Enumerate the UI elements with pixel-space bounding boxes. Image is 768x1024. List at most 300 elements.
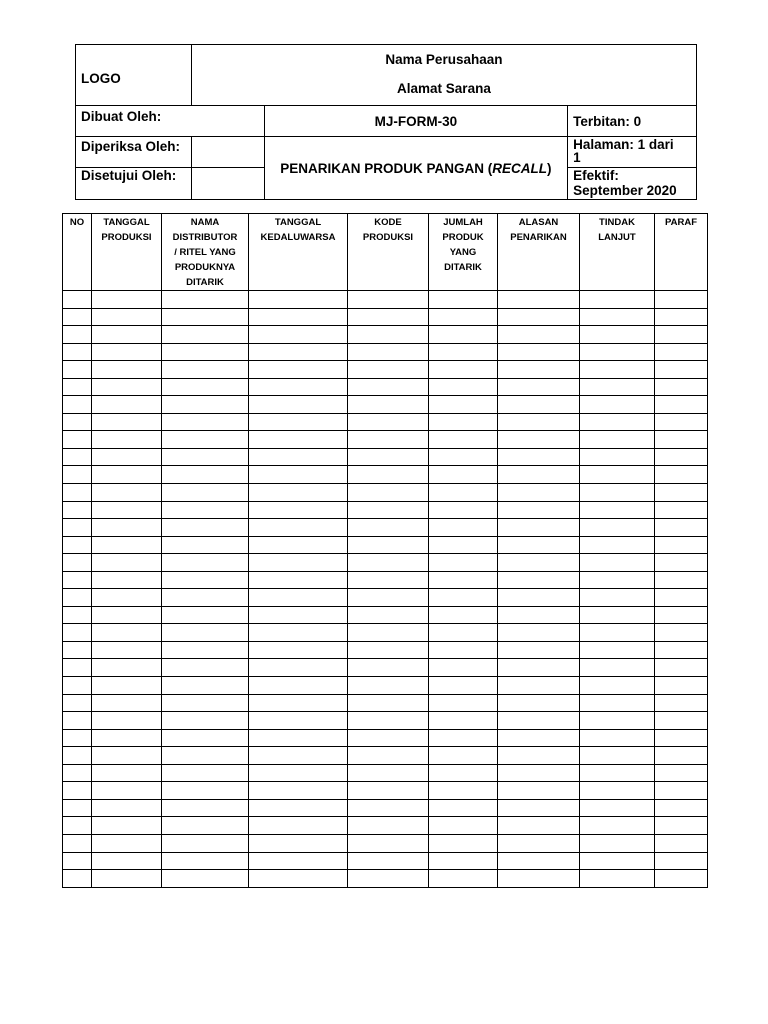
table-cell[interactable] xyxy=(249,431,348,449)
table-cell[interactable] xyxy=(655,378,708,396)
table-cell[interactable] xyxy=(92,554,162,572)
table-cell[interactable] xyxy=(63,396,92,414)
table-cell[interactable] xyxy=(348,764,429,782)
table-cell[interactable] xyxy=(655,817,708,835)
table-cell[interactable] xyxy=(63,834,92,852)
table-cell[interactable] xyxy=(92,799,162,817)
table-cell[interactable] xyxy=(348,484,429,502)
table-cell[interactable] xyxy=(92,396,162,414)
table-cell[interactable] xyxy=(498,536,580,554)
table-cell[interactable] xyxy=(63,694,92,712)
table-cell[interactable] xyxy=(655,747,708,765)
table-cell[interactable] xyxy=(162,817,249,835)
table-cell[interactable] xyxy=(63,466,92,484)
table-cell[interactable] xyxy=(429,466,498,484)
table-cell[interactable] xyxy=(348,782,429,800)
table-cell[interactable] xyxy=(249,448,348,466)
table-cell[interactable] xyxy=(348,431,429,449)
table-cell[interactable] xyxy=(498,870,580,888)
table-cell[interactable] xyxy=(498,431,580,449)
table-cell[interactable] xyxy=(429,659,498,677)
table-cell[interactable] xyxy=(580,326,655,344)
table-cell[interactable] xyxy=(63,448,92,466)
table-cell[interactable] xyxy=(580,501,655,519)
table-cell[interactable] xyxy=(348,343,429,361)
table-cell[interactable] xyxy=(498,729,580,747)
table-cell[interactable] xyxy=(498,396,580,414)
table-cell[interactable] xyxy=(429,641,498,659)
table-cell[interactable] xyxy=(498,291,580,309)
table-cell[interactable] xyxy=(429,378,498,396)
table-cell[interactable] xyxy=(429,624,498,642)
table-cell[interactable] xyxy=(249,571,348,589)
table-cell[interactable] xyxy=(348,291,429,309)
table-cell[interactable] xyxy=(498,343,580,361)
table-cell[interactable] xyxy=(162,519,249,537)
table-cell[interactable] xyxy=(249,343,348,361)
table-cell[interactable] xyxy=(63,852,92,870)
table-cell[interactable] xyxy=(348,624,429,642)
table-cell[interactable] xyxy=(429,677,498,695)
table-cell[interactable] xyxy=(92,870,162,888)
table-cell[interactable] xyxy=(498,694,580,712)
table-cell[interactable] xyxy=(348,729,429,747)
table-cell[interactable] xyxy=(498,589,580,607)
table-cell[interactable] xyxy=(92,448,162,466)
table-cell[interactable] xyxy=(655,448,708,466)
table-cell[interactable] xyxy=(498,834,580,852)
table-cell[interactable] xyxy=(498,747,580,765)
table-cell[interactable] xyxy=(429,782,498,800)
table-cell[interactable] xyxy=(498,326,580,344)
table-cell[interactable] xyxy=(63,413,92,431)
table-cell[interactable] xyxy=(249,361,348,379)
table-cell[interactable] xyxy=(655,484,708,502)
table-cell[interactable] xyxy=(655,466,708,484)
table-cell[interactable] xyxy=(249,413,348,431)
table-cell[interactable] xyxy=(249,466,348,484)
table-cell[interactable] xyxy=(92,291,162,309)
table-cell[interactable] xyxy=(249,799,348,817)
table-cell[interactable] xyxy=(249,870,348,888)
table-cell[interactable] xyxy=(348,396,429,414)
table-cell[interactable] xyxy=(348,641,429,659)
table-cell[interactable] xyxy=(63,641,92,659)
table-cell[interactable] xyxy=(655,799,708,817)
table-cell[interactable] xyxy=(580,484,655,502)
table-cell[interactable] xyxy=(655,501,708,519)
table-cell[interactable] xyxy=(92,466,162,484)
table-cell[interactable] xyxy=(348,694,429,712)
table-cell[interactable] xyxy=(249,817,348,835)
table-cell[interactable] xyxy=(580,677,655,695)
table-cell[interactable] xyxy=(348,817,429,835)
table-cell[interactable] xyxy=(63,378,92,396)
table-cell[interactable] xyxy=(348,326,429,344)
table-cell[interactable] xyxy=(655,413,708,431)
table-cell[interactable] xyxy=(348,659,429,677)
table-cell[interactable] xyxy=(162,484,249,502)
table-cell[interactable] xyxy=(63,501,92,519)
table-cell[interactable] xyxy=(498,554,580,572)
table-cell[interactable] xyxy=(92,834,162,852)
table-cell[interactable] xyxy=(63,677,92,695)
table-cell[interactable] xyxy=(348,834,429,852)
table-cell[interactable] xyxy=(162,571,249,589)
table-cell[interactable] xyxy=(429,852,498,870)
table-cell[interactable] xyxy=(92,519,162,537)
table-cell[interactable] xyxy=(348,606,429,624)
table-cell[interactable] xyxy=(92,641,162,659)
table-cell[interactable] xyxy=(580,466,655,484)
table-cell[interactable] xyxy=(63,624,92,642)
table-cell[interactable] xyxy=(655,834,708,852)
table-cell[interactable] xyxy=(580,343,655,361)
table-cell[interactable] xyxy=(655,870,708,888)
table-cell[interactable] xyxy=(580,571,655,589)
table-cell[interactable] xyxy=(498,308,580,326)
table-cell[interactable] xyxy=(249,694,348,712)
table-cell[interactable] xyxy=(655,519,708,537)
table-cell[interactable] xyxy=(249,589,348,607)
table-cell[interactable] xyxy=(580,448,655,466)
table-cell[interactable] xyxy=(348,308,429,326)
table-cell[interactable] xyxy=(92,677,162,695)
table-cell[interactable] xyxy=(249,677,348,695)
table-cell[interactable] xyxy=(498,413,580,431)
table-cell[interactable] xyxy=(655,641,708,659)
table-cell[interactable] xyxy=(348,519,429,537)
table-cell[interactable] xyxy=(63,291,92,309)
table-cell[interactable] xyxy=(429,747,498,765)
table-cell[interactable] xyxy=(498,782,580,800)
table-cell[interactable] xyxy=(498,606,580,624)
table-cell[interactable] xyxy=(580,782,655,800)
table-cell[interactable] xyxy=(580,378,655,396)
table-cell[interactable] xyxy=(580,396,655,414)
table-cell[interactable] xyxy=(498,484,580,502)
table-cell[interactable] xyxy=(63,308,92,326)
table-cell[interactable] xyxy=(249,712,348,730)
table-cell[interactable] xyxy=(249,606,348,624)
table-cell[interactable] xyxy=(92,589,162,607)
table-cell[interactable] xyxy=(580,870,655,888)
table-cell[interactable] xyxy=(498,466,580,484)
table-cell[interactable] xyxy=(63,519,92,537)
table-cell[interactable] xyxy=(348,554,429,572)
table-cell[interactable] xyxy=(655,659,708,677)
table-cell[interactable] xyxy=(249,291,348,309)
table-cell[interactable] xyxy=(655,554,708,572)
table-cell[interactable] xyxy=(429,431,498,449)
table-cell[interactable] xyxy=(348,536,429,554)
table-cell[interactable] xyxy=(348,448,429,466)
table-cell[interactable] xyxy=(429,501,498,519)
table-cell[interactable] xyxy=(249,326,348,344)
table-cell[interactable] xyxy=(249,501,348,519)
table-cell[interactable] xyxy=(63,536,92,554)
table-cell[interactable] xyxy=(348,712,429,730)
table-cell[interactable] xyxy=(580,712,655,730)
table-cell[interactable] xyxy=(655,712,708,730)
table-cell[interactable] xyxy=(498,712,580,730)
table-cell[interactable] xyxy=(580,624,655,642)
table-cell[interactable] xyxy=(498,361,580,379)
table-cell[interactable] xyxy=(162,694,249,712)
table-cell[interactable] xyxy=(498,519,580,537)
table-cell[interactable] xyxy=(429,308,498,326)
table-cell[interactable] xyxy=(580,641,655,659)
table-cell[interactable] xyxy=(249,536,348,554)
table-cell[interactable] xyxy=(429,870,498,888)
table-cell[interactable] xyxy=(92,659,162,677)
table-cell[interactable] xyxy=(63,764,92,782)
table-cell[interactable] xyxy=(92,747,162,765)
table-cell[interactable] xyxy=(63,729,92,747)
table-cell[interactable] xyxy=(63,554,92,572)
table-cell[interactable] xyxy=(92,606,162,624)
table-cell[interactable] xyxy=(655,764,708,782)
table-cell[interactable] xyxy=(162,747,249,765)
table-cell[interactable] xyxy=(92,571,162,589)
table-cell[interactable] xyxy=(655,361,708,379)
table-cell[interactable] xyxy=(63,799,92,817)
table-cell[interactable] xyxy=(655,291,708,309)
table-cell[interactable] xyxy=(498,378,580,396)
table-cell[interactable] xyxy=(498,624,580,642)
table-cell[interactable] xyxy=(580,291,655,309)
table-cell[interactable] xyxy=(655,852,708,870)
table-cell[interactable] xyxy=(162,466,249,484)
table-cell[interactable] xyxy=(162,378,249,396)
table-cell[interactable] xyxy=(92,536,162,554)
table-cell[interactable] xyxy=(92,852,162,870)
table-cell[interactable] xyxy=(429,519,498,537)
table-cell[interactable] xyxy=(655,589,708,607)
table-cell[interactable] xyxy=(429,694,498,712)
table-cell[interactable] xyxy=(498,659,580,677)
table-cell[interactable] xyxy=(498,448,580,466)
table-cell[interactable] xyxy=(655,431,708,449)
table-cell[interactable] xyxy=(580,729,655,747)
table-cell[interactable] xyxy=(429,834,498,852)
table-cell[interactable] xyxy=(63,326,92,344)
table-cell[interactable] xyxy=(92,624,162,642)
table-cell[interactable] xyxy=(429,799,498,817)
table-cell[interactable] xyxy=(92,484,162,502)
table-cell[interactable] xyxy=(162,589,249,607)
table-cell[interactable] xyxy=(249,624,348,642)
table-cell[interactable] xyxy=(63,343,92,361)
table-cell[interactable] xyxy=(348,747,429,765)
table-cell[interactable] xyxy=(162,413,249,431)
table-cell[interactable] xyxy=(249,308,348,326)
table-cell[interactable] xyxy=(348,413,429,431)
table-cell[interactable] xyxy=(498,501,580,519)
table-cell[interactable] xyxy=(162,641,249,659)
table-cell[interactable] xyxy=(498,677,580,695)
table-cell[interactable] xyxy=(429,606,498,624)
table-cell[interactable] xyxy=(162,361,249,379)
table-cell[interactable] xyxy=(162,291,249,309)
table-cell[interactable] xyxy=(498,641,580,659)
table-cell[interactable] xyxy=(162,624,249,642)
table-cell[interactable] xyxy=(655,571,708,589)
table-cell[interactable] xyxy=(63,870,92,888)
table-cell[interactable] xyxy=(655,624,708,642)
table-cell[interactable] xyxy=(92,413,162,431)
table-cell[interactable] xyxy=(63,712,92,730)
table-cell[interactable] xyxy=(498,571,580,589)
table-cell[interactable] xyxy=(162,448,249,466)
table-cell[interactable] xyxy=(580,519,655,537)
table-cell[interactable] xyxy=(429,554,498,572)
table-cell[interactable] xyxy=(162,870,249,888)
table-cell[interactable] xyxy=(655,729,708,747)
table-cell[interactable] xyxy=(63,431,92,449)
table-cell[interactable] xyxy=(655,396,708,414)
table-cell[interactable] xyxy=(655,326,708,344)
table-cell[interactable] xyxy=(63,571,92,589)
table-cell[interactable] xyxy=(63,606,92,624)
table-cell[interactable] xyxy=(580,817,655,835)
table-cell[interactable] xyxy=(249,659,348,677)
table-cell[interactable] xyxy=(348,852,429,870)
table-cell[interactable] xyxy=(429,343,498,361)
table-cell[interactable] xyxy=(580,764,655,782)
table-cell[interactable] xyxy=(249,782,348,800)
table-cell[interactable] xyxy=(655,308,708,326)
table-cell[interactable] xyxy=(429,361,498,379)
table-cell[interactable] xyxy=(580,536,655,554)
table-cell[interactable] xyxy=(580,606,655,624)
table-cell[interactable] xyxy=(429,712,498,730)
table-cell[interactable] xyxy=(92,782,162,800)
table-cell[interactable] xyxy=(580,834,655,852)
table-cell[interactable] xyxy=(63,659,92,677)
table-cell[interactable] xyxy=(162,431,249,449)
table-cell[interactable] xyxy=(580,554,655,572)
table-cell[interactable] xyxy=(429,817,498,835)
table-cell[interactable] xyxy=(348,589,429,607)
table-cell[interactable] xyxy=(249,396,348,414)
table-cell[interactable] xyxy=(162,606,249,624)
table-cell[interactable] xyxy=(655,677,708,695)
made-by-field[interactable] xyxy=(76,106,265,137)
table-cell[interactable] xyxy=(92,343,162,361)
approved-by-value[interactable] xyxy=(191,168,264,200)
table-cell[interactable] xyxy=(249,554,348,572)
table-cell[interactable] xyxy=(249,729,348,747)
table-cell[interactable] xyxy=(63,484,92,502)
table-cell[interactable] xyxy=(429,291,498,309)
table-cell[interactable] xyxy=(580,413,655,431)
table-cell[interactable] xyxy=(348,870,429,888)
table-cell[interactable] xyxy=(580,852,655,870)
table-cell[interactable] xyxy=(92,378,162,396)
table-cell[interactable] xyxy=(162,396,249,414)
table-cell[interactable] xyxy=(162,764,249,782)
checked-by-value[interactable] xyxy=(191,137,264,168)
table-cell[interactable] xyxy=(162,659,249,677)
table-cell[interactable] xyxy=(92,501,162,519)
table-cell[interactable] xyxy=(63,747,92,765)
table-cell[interactable] xyxy=(92,308,162,326)
table-cell[interactable] xyxy=(498,852,580,870)
table-cell[interactable] xyxy=(92,694,162,712)
table-cell[interactable] xyxy=(655,606,708,624)
table-cell[interactable] xyxy=(162,834,249,852)
table-cell[interactable] xyxy=(580,589,655,607)
table-cell[interactable] xyxy=(429,413,498,431)
table-cell[interactable] xyxy=(92,764,162,782)
table-cell[interactable] xyxy=(162,799,249,817)
table-cell[interactable] xyxy=(162,343,249,361)
table-cell[interactable] xyxy=(498,817,580,835)
table-cell[interactable] xyxy=(162,326,249,344)
table-cell[interactable] xyxy=(655,694,708,712)
table-cell[interactable] xyxy=(348,466,429,484)
table-cell[interactable] xyxy=(429,484,498,502)
table-cell[interactable] xyxy=(580,659,655,677)
table-cell[interactable] xyxy=(162,729,249,747)
table-cell[interactable] xyxy=(162,852,249,870)
table-cell[interactable] xyxy=(162,677,249,695)
table-cell[interactable] xyxy=(580,747,655,765)
table-cell[interactable] xyxy=(348,378,429,396)
table-cell[interactable] xyxy=(249,764,348,782)
table-cell[interactable] xyxy=(655,343,708,361)
table-cell[interactable] xyxy=(92,326,162,344)
table-cell[interactable] xyxy=(429,729,498,747)
table-cell[interactable] xyxy=(580,308,655,326)
table-cell[interactable] xyxy=(655,782,708,800)
table-cell[interactable] xyxy=(580,431,655,449)
table-cell[interactable] xyxy=(63,589,92,607)
table-cell[interactable] xyxy=(580,694,655,712)
table-cell[interactable] xyxy=(162,501,249,519)
table-cell[interactable] xyxy=(249,378,348,396)
table-cell[interactable] xyxy=(655,536,708,554)
table-cell[interactable] xyxy=(162,308,249,326)
table-cell[interactable] xyxy=(348,361,429,379)
table-cell[interactable] xyxy=(429,396,498,414)
table-cell[interactable] xyxy=(63,782,92,800)
table-cell[interactable] xyxy=(162,782,249,800)
table-cell[interactable] xyxy=(429,571,498,589)
table-cell[interactable] xyxy=(162,554,249,572)
table-cell[interactable] xyxy=(249,641,348,659)
table-cell[interactable] xyxy=(162,536,249,554)
table-cell[interactable] xyxy=(348,799,429,817)
table-cell[interactable] xyxy=(429,764,498,782)
table-cell[interactable] xyxy=(498,764,580,782)
table-cell[interactable] xyxy=(92,431,162,449)
table-cell[interactable] xyxy=(92,361,162,379)
table-cell[interactable] xyxy=(92,817,162,835)
table-cell[interactable] xyxy=(249,852,348,870)
table-cell[interactable] xyxy=(348,571,429,589)
table-cell[interactable] xyxy=(429,589,498,607)
table-cell[interactable] xyxy=(580,361,655,379)
table-cell[interactable] xyxy=(580,799,655,817)
table-cell[interactable] xyxy=(249,519,348,537)
table-cell[interactable] xyxy=(429,448,498,466)
table-cell[interactable] xyxy=(429,326,498,344)
table-cell[interactable] xyxy=(249,484,348,502)
table-cell[interactable] xyxy=(162,712,249,730)
table-cell[interactable] xyxy=(63,361,92,379)
